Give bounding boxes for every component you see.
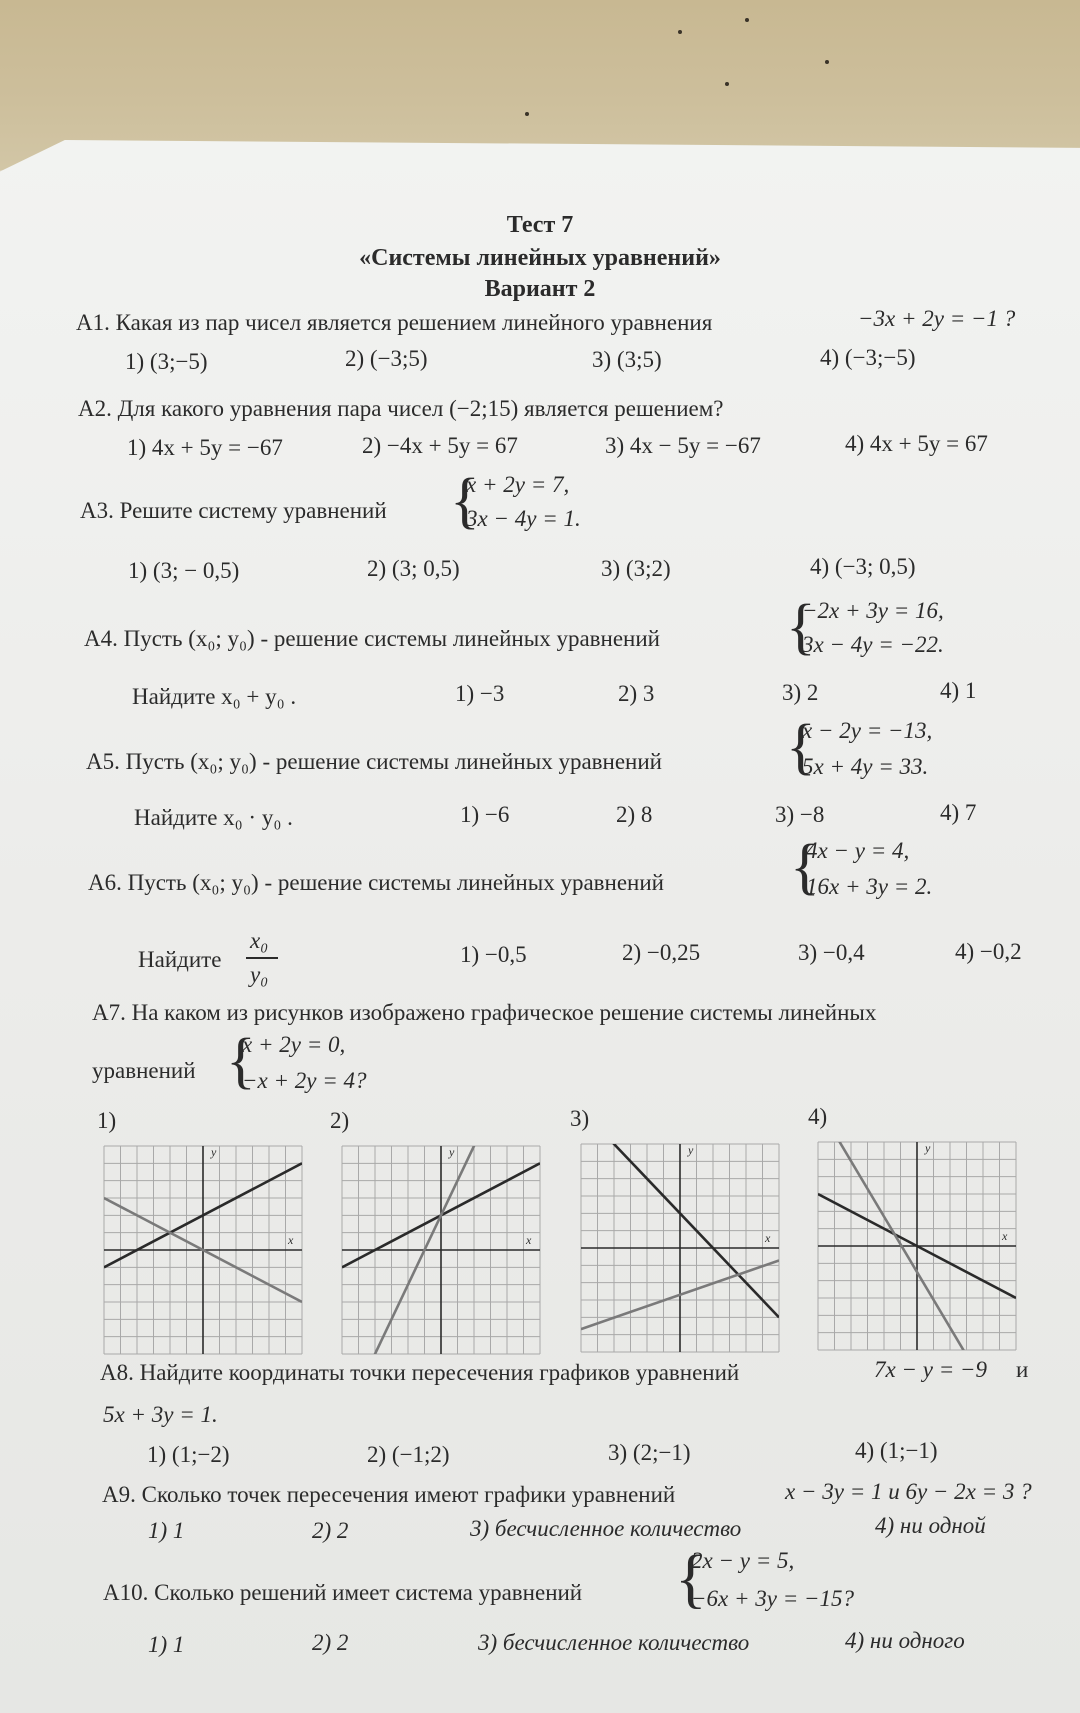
a6-option-2: 2) −0,25: [622, 940, 701, 965]
a6-option-4: 4) −0,2: [955, 939, 1022, 964]
graph-label-1: 1): [97, 1108, 117, 1133]
a8-option-4: 4) (1;−1): [855, 1438, 938, 1463]
a3-option-4: 4) (−3; 0,5): [810, 554, 916, 579]
graph-label-3: 3): [570, 1106, 590, 1131]
a1-option-3: 3) (3;5): [592, 347, 662, 372]
variant: Вариант 2: [484, 276, 596, 302]
graph-2: [336, 1140, 546, 1360]
a7-system: { x + 2y = 0, −x + 2y = 4?: [226, 1027, 367, 1095]
question-a6: А6. Пусть (x₀; y₀) - решение системы линейных уравнений: [88, 870, 664, 895]
a10-option-2: 2) 2: [312, 1630, 349, 1655]
a5-find: Найдите x₀ · y₀ .: [134, 805, 293, 830]
a10-option-4: 4) ни одного: [845, 1628, 965, 1653]
a3-option-2: 2) (3; 0,5): [367, 556, 460, 581]
a6-system-eq1: 4x − y = 4,: [806, 838, 910, 863]
question-a9: А9. Сколько точек пересечения имеют графики уравнений: [102, 1482, 676, 1507]
question-a3: А3. Решите систему уравнений: [80, 498, 387, 523]
a4-option-1: 1) −3: [455, 681, 505, 706]
a3-option-1: 1) (3; − 0,5): [128, 558, 240, 583]
question-a2: А2. Для какого уравнения пара чисел (−2;15) является решением?: [78, 396, 724, 421]
a1-option-2: 2) (−3;5): [345, 346, 428, 371]
a5-option-3: 3) −8: [775, 802, 825, 827]
a7-text-continued: уравнений: [92, 1058, 196, 1083]
a5-system-eq1: x − 2y = −13,: [802, 718, 933, 743]
a10-option-1: 1) 1: [148, 1632, 185, 1657]
a4-option-3: 3) 2: [782, 680, 819, 705]
a4-system-eq2: 3x − 4y = −22.: [802, 632, 944, 657]
x-axis-label: x: [765, 1231, 771, 1245]
y-axis-label: y: [925, 1141, 931, 1155]
a8-equation-1: 7x − y = −9: [874, 1357, 987, 1382]
a6-option-1: 1) −0,5: [460, 942, 527, 967]
a8-equation-2: 5x + 3y = 1.: [103, 1402, 218, 1427]
a6-fraction-numerator: x₀: [250, 928, 269, 953]
a2-option-1: 1) 4x + 5y = −67: [127, 435, 283, 460]
graph-3: [575, 1138, 785, 1358]
a9-option-4: 4) ни одной: [875, 1513, 986, 1538]
a10-option-3: 3) бесчисленное количество: [478, 1630, 750, 1655]
a3-system: { x + 2y = 7, 3x − 4y = 1.: [450, 467, 581, 535]
a7-system-eq1: x + 2y = 0,: [242, 1032, 346, 1057]
x-axis-label: x: [288, 1233, 294, 1247]
test-number: Тест 7: [506, 212, 574, 238]
a2-option-2: 2) −4x + 5y = 67: [362, 433, 518, 458]
a3-option-3: 3) (3;2): [601, 556, 671, 581]
graph-label-4: 4): [808, 1104, 828, 1129]
x-axis-label: x: [526, 1233, 532, 1247]
a6-fraction-bar: [246, 957, 278, 959]
a3-system-eq2: 3x − 4y = 1.: [466, 506, 581, 531]
x-axis-label: x: [1002, 1229, 1008, 1243]
a6-fraction-denominator: y₀: [250, 962, 269, 987]
a5-option-4: 4) 7: [940, 800, 977, 825]
a6-option-3: 3) −0,4: [798, 940, 865, 965]
a10-system: { 2x − y = 5, −6x + 3y = −15?: [675, 1542, 854, 1615]
a4-system: { −2x + 3y = 16, 3x − 4y = −22.: [786, 593, 944, 661]
a2-option-3: 3) 4x − 5y = −67: [605, 433, 761, 458]
speck: [725, 82, 729, 86]
test-topic: «Системы линейных уравнений»: [359, 245, 721, 271]
question-a10: А10. Сколько решений имеет система уравнений: [103, 1580, 583, 1605]
a9-option-1: 1) 1: [148, 1518, 185, 1543]
a6-system: { 4x − y = 4, 16x + 3y = 2.: [790, 833, 933, 901]
a8-option-3: 3) (2;−1): [608, 1440, 691, 1465]
question-a4: А4. Пусть (x₀; y₀) - решение системы линейных уравнений: [84, 626, 660, 651]
graph-4: [812, 1136, 1022, 1356]
a9-option-3: 3) бесчисленное количество: [470, 1516, 742, 1541]
question-a8: А8. Найдите координаты точки пересечения графиков уравнений: [100, 1360, 740, 1385]
speck: [745, 18, 749, 22]
y-axis-label: y: [688, 1143, 694, 1157]
a2-option-4: 4) 4x + 5y = 67: [845, 431, 988, 456]
a4-option-4: 4) 1: [940, 678, 977, 703]
speck: [525, 112, 529, 116]
question-a1: А1. Какая из пар чисел является решением линейного уравнения: [76, 310, 713, 335]
a9-equations: x − 3y = 1 и 6y − 2x = 3 ?: [785, 1479, 1032, 1504]
a5-option-2: 2) 8: [616, 802, 653, 827]
paper-sheet: [0, 140, 1080, 1713]
y-axis-label: y: [211, 1145, 217, 1159]
speck: [825, 60, 829, 64]
a8-and: и: [1016, 1357, 1029, 1382]
speck: [678, 30, 682, 34]
graph-1: [98, 1140, 308, 1360]
a8-option-1: 1) (1;−2): [147, 1442, 230, 1467]
a4-find: Найдите x₀ + y₀ .: [132, 684, 297, 709]
a1-option-1: 1) (3;−5): [125, 349, 208, 374]
a5-system: { x − 2y = −13, 5x + 4y = 33.: [786, 713, 933, 781]
a6-find: Найдите: [138, 947, 222, 972]
a7-system-eq2: −x + 2y = 4?: [242, 1068, 367, 1093]
a1-option-4: 4) (−3;−5): [820, 345, 916, 370]
y-axis-label: y: [449, 1145, 455, 1159]
a6-system-eq2: 16x + 3y = 2.: [806, 874, 933, 899]
a8-option-2: 2) (−1;2): [367, 1442, 450, 1467]
a3-system-eq1: x + 2y = 7,: [466, 472, 570, 497]
a10-system-eq1: 2x − y = 5,: [691, 1548, 795, 1573]
a9-option-2: 2) 2: [312, 1518, 349, 1543]
a10-system-eq2: −6x + 3y = −15?: [691, 1586, 854, 1611]
question-a5: А5. Пусть (x₀; y₀) - решение системы линейных уравнений: [86, 749, 662, 774]
a5-system-eq2: 5x + 4y = 33.: [802, 754, 929, 779]
question-a7: А7. На каком из рисунков изображено графическое решение системы линейных: [92, 1000, 877, 1025]
a1-equation: −3x + 2y = −1 ?: [858, 306, 1016, 331]
a4-system-eq1: −2x + 3y = 16,: [802, 598, 944, 623]
graph-label-2: 2): [330, 1108, 350, 1133]
a5-option-1: 1) −6: [460, 802, 510, 827]
a4-option-2: 2) 3: [618, 681, 655, 706]
